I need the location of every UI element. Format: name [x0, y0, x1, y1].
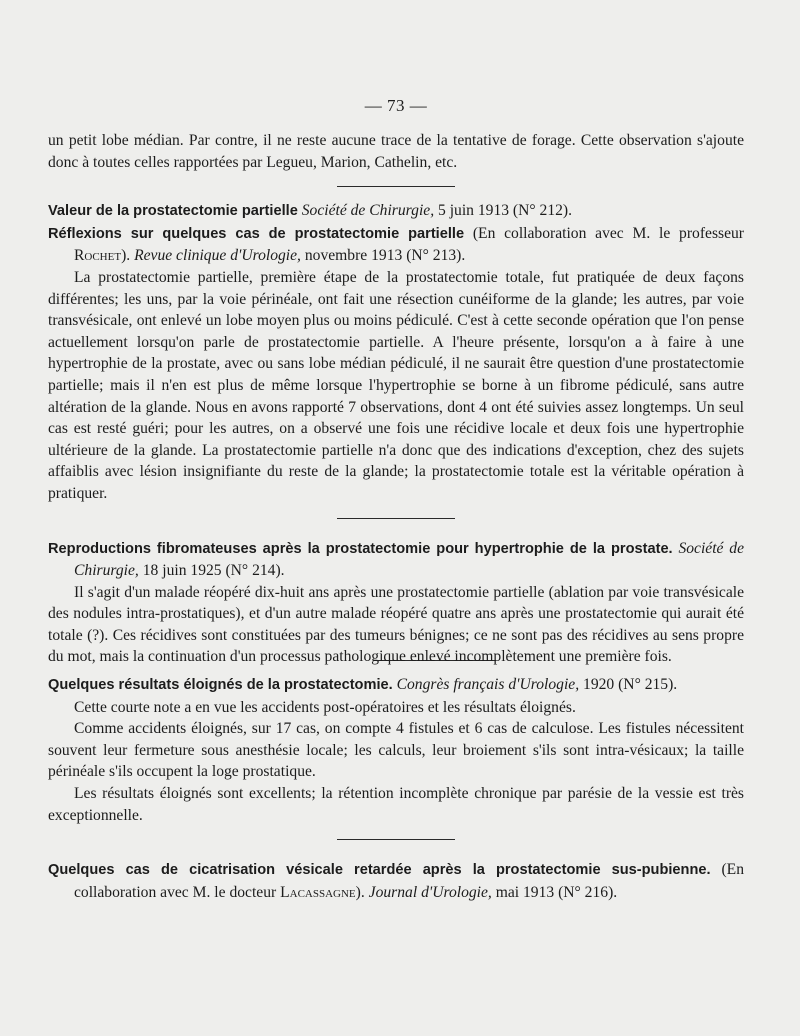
entry-216-collab: (En collaboration avec M. le docteur — [74, 861, 744, 901]
entry-213-collab-end: ). — [121, 247, 135, 265]
entry-216-collab-end: ). — [355, 883, 369, 901]
entry-216 — [48, 859, 744, 903]
entry-215-para-2: Comme accidents éloignés, sur 17 cas, on compte 4 fistules et 6 cas de calculose. Les fistules nécessitent souvent leur fermeture sous anesthésie locale; les calculs, leur broiement s'ils sont intra-vésicaux; la taille périnéale s'ils occupent la loge prostatique. — [48, 720, 744, 781]
entry-213-author: Rochet — [74, 247, 122, 265]
entry-212-ref: 5 juin 1913 (N° 212). — [434, 202, 573, 220]
entry-216-ref: mai 1913 (N° 216). — [491, 883, 618, 901]
entry-216-author: Lacassagne — [280, 883, 356, 901]
entry-215-journal: Congrès français d'Urologie, — [396, 676, 580, 694]
entry-212 — [48, 200, 744, 223]
entry-213-title: Réflexions sur quelques cas de prostatectomie partielle — [48, 225, 465, 242]
entry-213-ref: novembre 1913 (N° 213). — [300, 247, 466, 265]
entry-215-title: Quelques résultats éloignés de la prostatectomie. — [48, 677, 393, 694]
entry-215-para-1: Cette courte note a en vue les accidents post-opératoires et les résultats éloignés. — [74, 698, 576, 716]
entry-214 — [48, 538, 744, 582]
section-divider — [337, 186, 455, 187]
entry-215-para-3: Les résultats éloignés sont excellents; la rétention incomplète chronique par parésie de la vessie est très exceptionnelle. — [48, 785, 744, 824]
entry-215-ref: 1920 (N° 215). — [579, 676, 678, 694]
entry-214-body: Il s'agit d'un malade réopéré dix-huit ans après une prostatectomie partielle (ablation par voie transvésicale des nodules intra-prostatiques), et d'un autre malade réopéré quatre ans après une prostatectomie qui aurait été totale (?). Ces récidives sont constituées par des tumeurs bénignes; ce ne sont pas des récidives au sens propre du mot, mais la continuation d'un processus pathologique enlevé incomplètement une première fois. — [48, 583, 744, 666]
entry-216-title: Quelques cas de cicatrisation vésicale retardée après la prostatectomie sus-pubienne. — [48, 862, 711, 879]
entry-213-collab: (En collaboration avec M. le professeur — [464, 224, 744, 242]
section-divider — [337, 839, 455, 840]
entry-215 — [48, 674, 744, 697]
entry-214-ref: 18 juin 1925 (N° 214). — [138, 562, 285, 580]
entry-214-title: Reproductions fibromateuses après la prostatectomie pour hypertrophie de la prostate. — [48, 540, 673, 557]
entry-212-title: Valeur de la prostatectomie partielle — [48, 203, 298, 220]
intro-paragraph: un petit lobe médian. Par contre, il ne reste aucune trace de la tentative de forage. Cette observation s'ajoute donc à toutes celles rapportées par Legueu, Marion, Cathelin, etc. — [48, 132, 744, 171]
entry-213-journal: Revue clinique d'Urologie, — [134, 247, 301, 265]
entry-216-journal: Journal d'Urologie, — [368, 883, 492, 901]
entry-214-journal: Société de Chirurgie, — [74, 539, 744, 580]
entry-213 — [48, 223, 744, 267]
entry-212-journal: Société de Chirurgie, — [301, 202, 435, 220]
section-divider — [337, 518, 455, 519]
page-number: — 73 — — [364, 96, 428, 115]
entry-213-body: La prostatectomie partielle, première étape de la prostatectomie totale, fut pratiquée de deux façons différentes; les uns, par la voie périnéale, ont fait une résection cunéiforme de la glande; les autres, par voie transvésicale, ont enlevé un lobe moyen plus ou moins pédiculé. C'est à cette seconde opération que l'on pense actuellement lorsqu'on parle de prostatectomie partielle. A l'heure présente, lorsqu'on a à faire à une hypertrophie de la prostate, avec ou sans lobe médian pédiculé, il ne saurait être question d'une prostatectomie partielle; mais il n'en est plus de même lorsque l'hypertrophie se borne à un fibrome pédiculé, sans autre altération de la glande. Nous en avons rapporté 7 observations, dont 4 ont été suivies assez longtemps. Un seul cas est resté guéri; pour les autres, on a observé une fois une récidive locale et deux fois une hypertrophie ultérieure de la glande. La prostatectomie partielle n'a donc que des indications d'exception, chez des sujets affaiblis avec lésion insignifiante du reste de la glande; la prostatectomie totale est la véritable opération à pratiquer. — [48, 268, 744, 502]
